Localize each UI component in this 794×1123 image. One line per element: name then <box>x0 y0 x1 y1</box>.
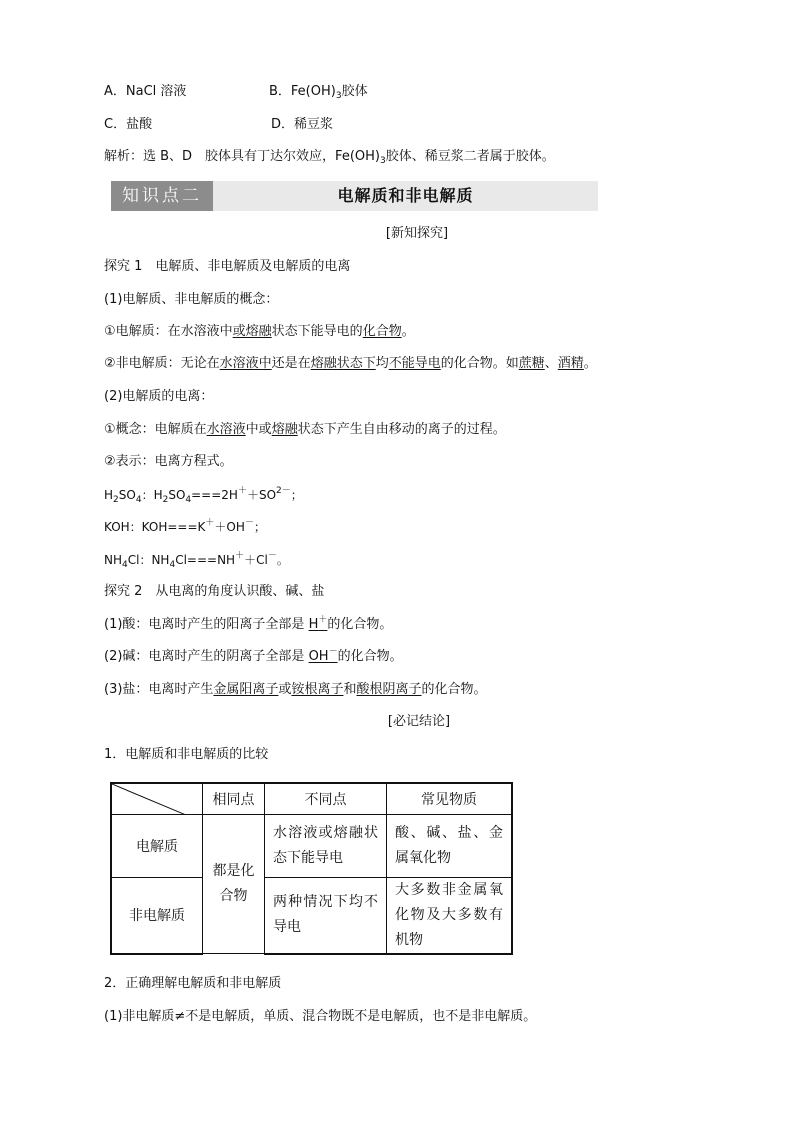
row-label-non-electrolyte: 非电解质 <box>111 877 203 954</box>
representation-line: ②表示：电离方程式。 <box>104 454 233 469</box>
common-cell: 都是化合物 <box>203 814 265 954</box>
section-label-remember: [必记结论] <box>387 714 451 729</box>
table-corner-cell <box>111 783 203 814</box>
point1-title: 1．电解质和非电解质的比较 <box>104 747 269 762</box>
explore2-title: 探究 2 从电离的角度认识酸、碱、盐 <box>104 584 325 599</box>
option-d: D．稀豆浆 <box>271 117 334 132</box>
banner-title: 电解质和非电解质 <box>337 186 474 205</box>
option-c: C．盐酸 <box>104 117 153 132</box>
electrolyte-definition: ①电解质：在水溶液中或熔融状态下能导电的化合物。 <box>104 324 415 339</box>
explore1-title: 探究 1 电解质、非电解质及电解质的电离 <box>104 259 351 274</box>
equation-koh: KOH：KOH===K＋＋OH－； <box>104 518 266 534</box>
point2-item1: (1)非电解质≠不是电解质，单质、混合物既不是电解质，也不是非电解质。 <box>104 1009 537 1024</box>
electrolyte-diff: 水溶液或熔融状态下能导电 <box>265 814 387 877</box>
header-same: 相同点 <box>203 783 265 814</box>
non-electrolyte-diff: 两种情况下均不导电 <box>265 877 387 954</box>
ionization-heading: (2)电解质的电离： <box>104 389 214 404</box>
row-label-electrolyte: 电解质 <box>111 814 203 877</box>
acid-definition: (1)酸：电离时产生的阳离子全部是 H＋的化合物。 <box>104 615 393 632</box>
header-diff: 不同点 <box>265 783 387 814</box>
option-b: B．$Fe(OH)_3$胶体 <box>269 84 368 101</box>
option-a: A．NaCl 溶液 <box>104 84 187 99</box>
comparison-table <box>110 782 513 955</box>
electrolyte-examples: 酸、碱、盐、金属氧化物 <box>387 814 513 877</box>
analysis-text: 解析：选 B、D 胶体具有丁达尔效应，$Fe(OH)_3$胶体、稀豆浆二者属于胶体。 <box>104 149 555 166</box>
section-banner <box>111 181 598 211</box>
banner-tag: 知识点二 <box>111 181 213 211</box>
equation-h2so4: $H_2SO_4$：$H_2SO_4===2H^++SO^{2-}$； <box>104 486 303 505</box>
equation-nh4cl: $NH_4Cl$：$NH_4Cl===NH^++Cl^-$。 <box>104 551 289 570</box>
concept-heading: (1)电解质、非电解质的概念： <box>104 292 279 307</box>
point2-title: 2．正确理解电解质和非电解质 <box>104 976 282 991</box>
corner-diagonal <box>112 784 186 815</box>
salt-definition: (3)盐：电离时产生金属阳离子或铵根离子和酸根阴离子的化合物。 <box>104 682 487 697</box>
ionization-concept: ①概念：电解质在水溶液中或熔融状态下产生自由移动的离子的过程。 <box>104 422 506 437</box>
section-label-new: [新知探究] <box>385 226 449 241</box>
base-definition: (2)碱：电离时产生的阴离子全部是 OH－的化合物。 <box>104 647 403 664</box>
non-electrolyte-examples: 大多数非金属氧化物及大多数有机物 <box>387 877 513 954</box>
non-electrolyte-definition: ②非电解质：无论在水溶液中还是在熔融状态下均不能导电的化合物。如蔗糖、酒精。 <box>104 356 597 371</box>
header-examples: 常见物质 <box>387 783 513 814</box>
